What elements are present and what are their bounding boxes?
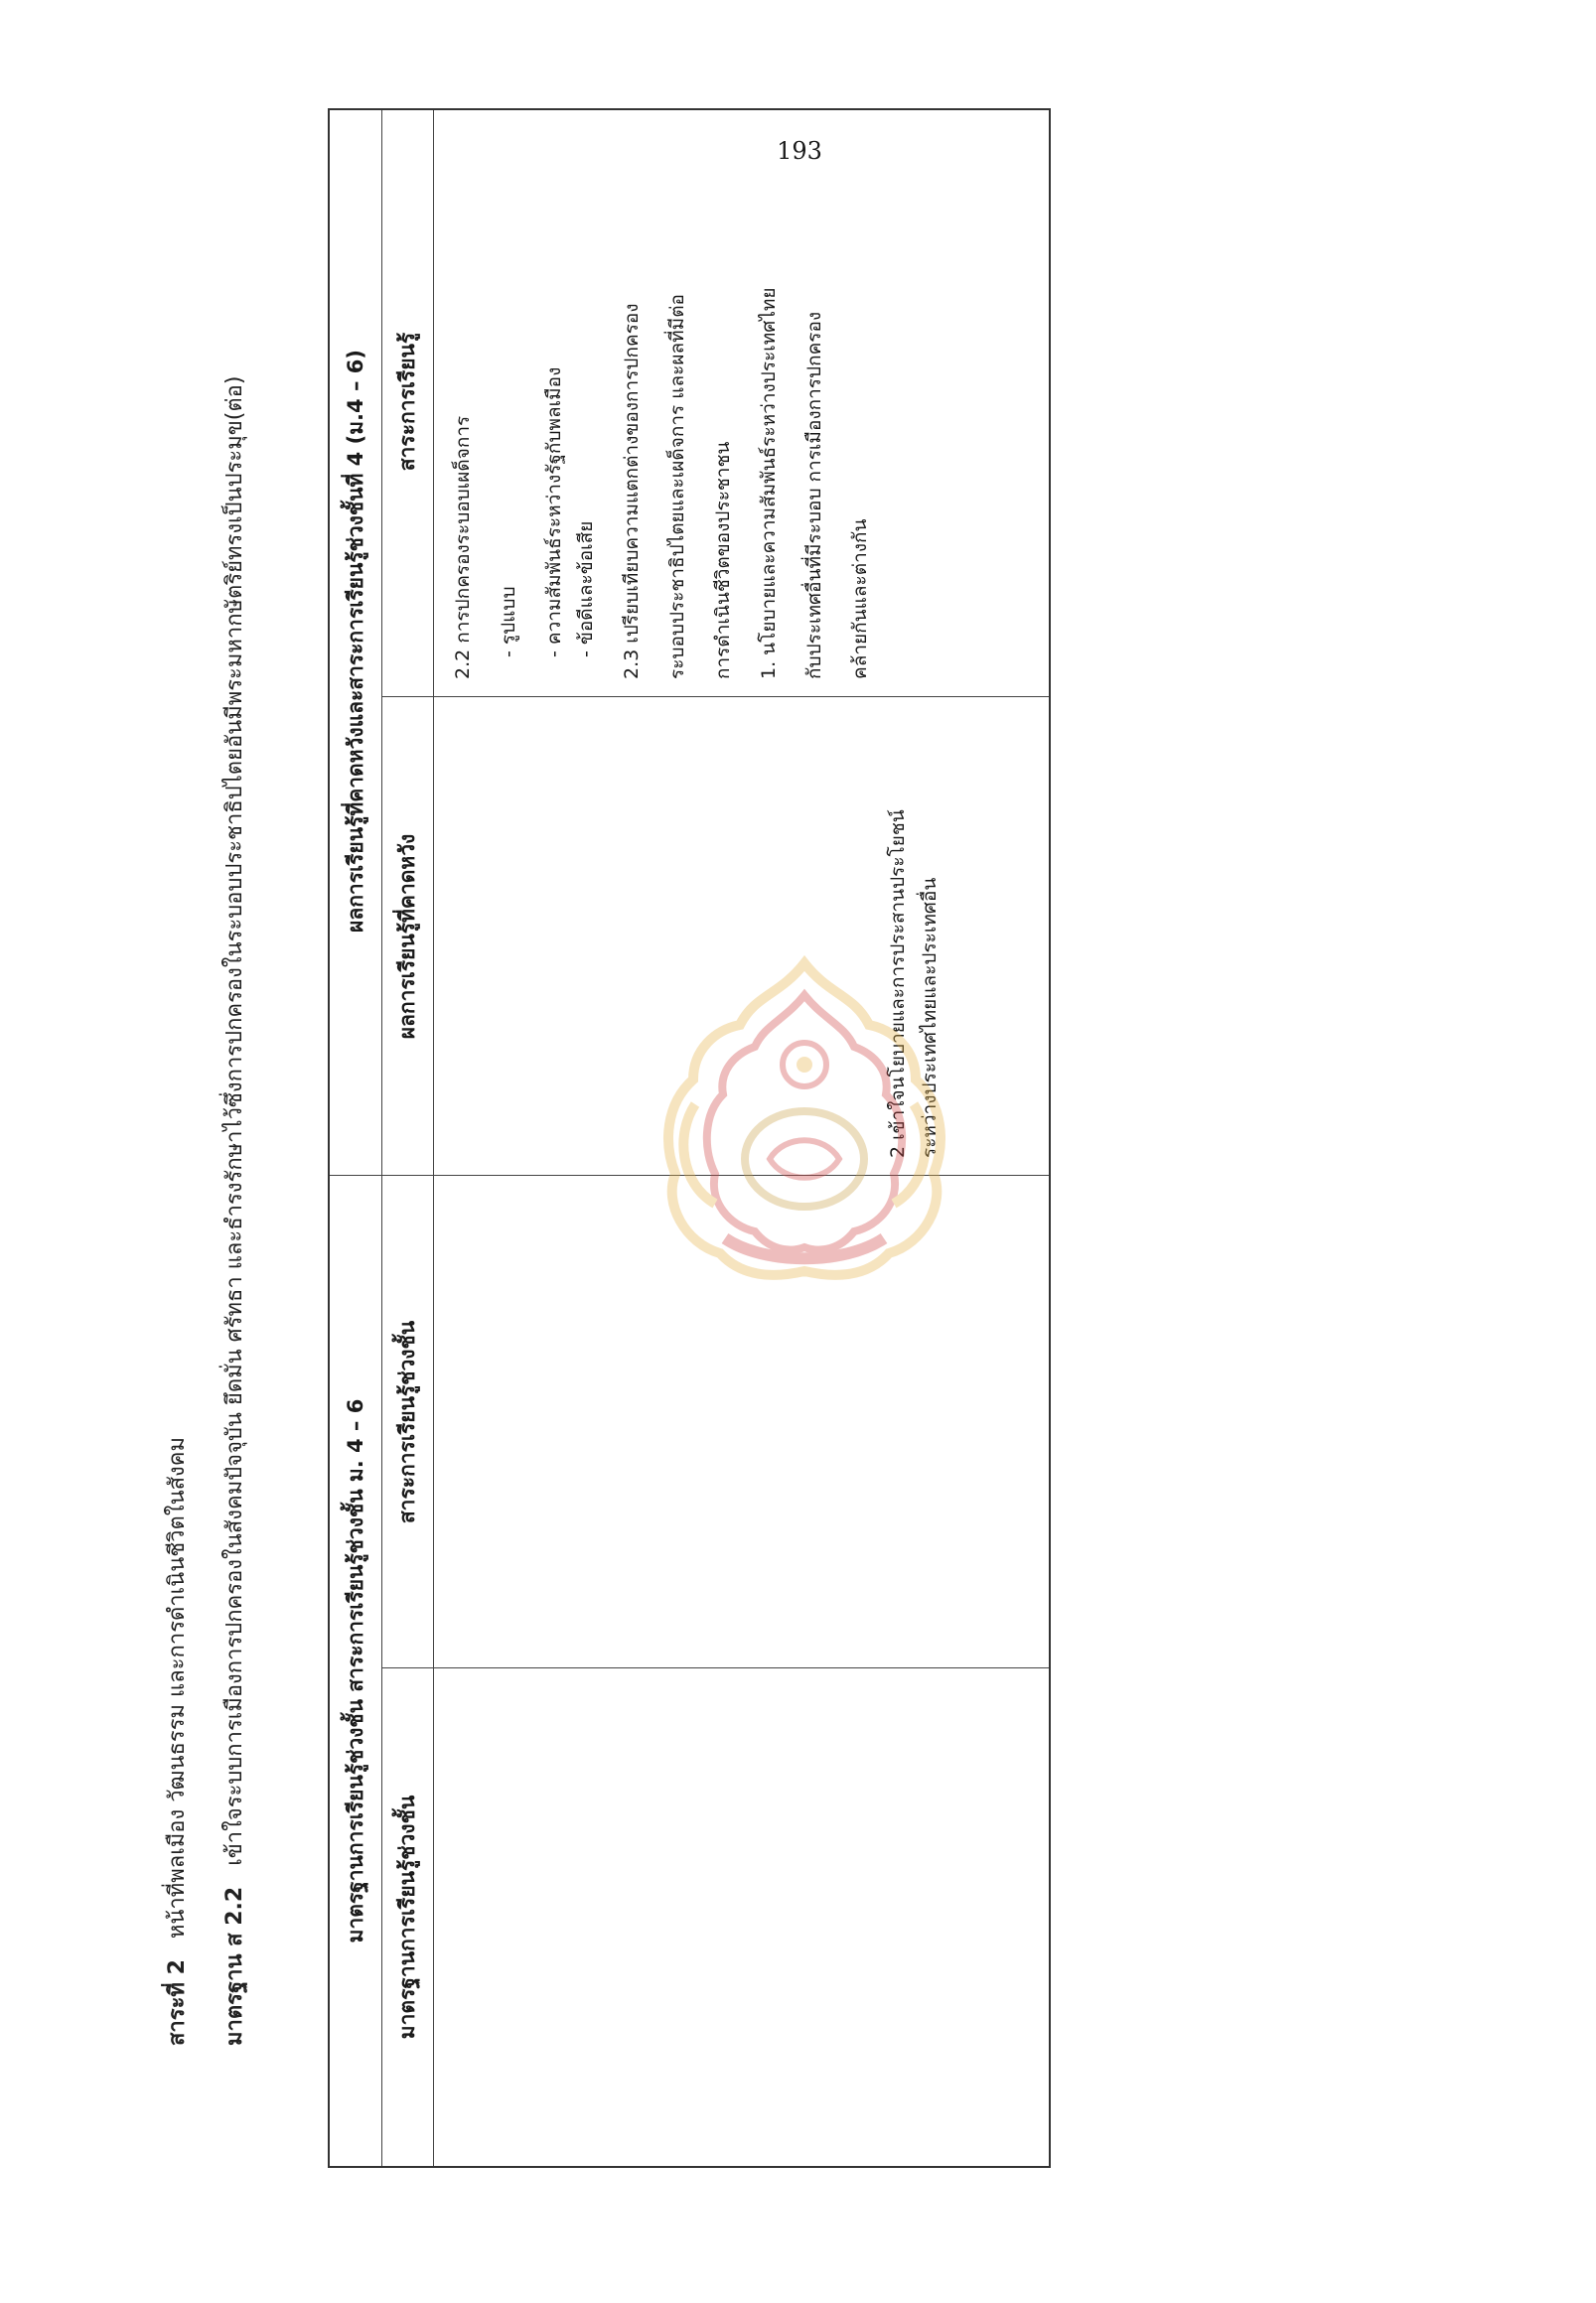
- col-header-content-range: สาระการเรียนรู้ช่วงชั้น: [394, 1320, 419, 1524]
- outcome-line: ระหว่างประเทศไทยและประเทศอื่น: [919, 877, 941, 1158]
- content-item-continuation: กับประเทศอื่นที่มีระบอบ การเมืองการปกครอง: [803, 311, 825, 679]
- content-subitem: - ข้อดีและข้อเสีย: [575, 520, 597, 657]
- learning-content-cell: [433, 106, 1051, 697]
- page-number: 193: [777, 137, 822, 165]
- standard-heading: [217, 376, 251, 2046]
- content-subitem: - ความสัมพันธ์ระหว่างรัฐกับพลเมือง: [543, 366, 565, 657]
- outcome-line: 2 เข้าใจนโยบายและการประสานประโยชน์: [887, 809, 909, 1158]
- content-item: 2.2 การปกครองระบอบเผด็จการ: [452, 415, 474, 679]
- col-header-standard: มาตรฐานการเรียนรู้ช่วงชั้น: [394, 1795, 419, 2040]
- office-seal-emblem-icon: [655, 955, 953, 1283]
- strand-title: หน้าที่พลเมือง วัฒนธรรม และการดำเนินชีวิตในสังคม: [165, 1437, 190, 1940]
- content-item-continuation: คล้ายกันและต่างกัน: [849, 518, 871, 679]
- content-item: 1. นโยบายและความสัมพันธ์ระหว่างประเทศไทย: [758, 287, 780, 679]
- strand-label: สาระที่ 2: [165, 1959, 190, 2046]
- col-header-learning-content: สาระการเรียนรู้: [394, 332, 419, 472]
- group-header-left: มาตรฐานการเรียนรู้ช่วงชั้น สาระการเรียนรู้ช่วงชั้น ม. 4 – 6: [343, 1398, 367, 1943]
- content-subitem: - รูปแบบ: [498, 586, 519, 657]
- standard-text: เข้าใจระบบการเมืองการปกครองในสังคมปัจจุบัน ยึดมั่น ศรัทธา และธำรงรักษาไว้ซึ่งการปกครองในระบอบประชาธิปไตยอันมีพระมหากษัตริย์ทรงเป็นประมุข(ต่อ): [222, 375, 247, 1866]
- content-item-continuation: การดำเนินชีวิตของประชาชน: [712, 441, 734, 679]
- col-header-expected-outcome: ผลการเรียนรู้ที่คาดหวัง: [394, 833, 419, 1040]
- column-divider-1: [381, 1667, 1049, 1668]
- content-item-continuation: ระบอบประชาธิปไตยและเผด็จการ และผลที่มีต่อ: [666, 294, 688, 679]
- standard-label: มาตรฐาน ส 2.2: [222, 1886, 247, 2046]
- strand-heading: [159, 1437, 194, 2046]
- group-header-right: ผลการเรียนรู้ที่คาดหวังและสาระการเรียนรู้ช่วงชั้นที่ 4 (ม.4 – 6): [343, 350, 367, 933]
- content-item: 2.3 เปรียบเทียบความแตกต่างของการปกครอง: [621, 303, 643, 679]
